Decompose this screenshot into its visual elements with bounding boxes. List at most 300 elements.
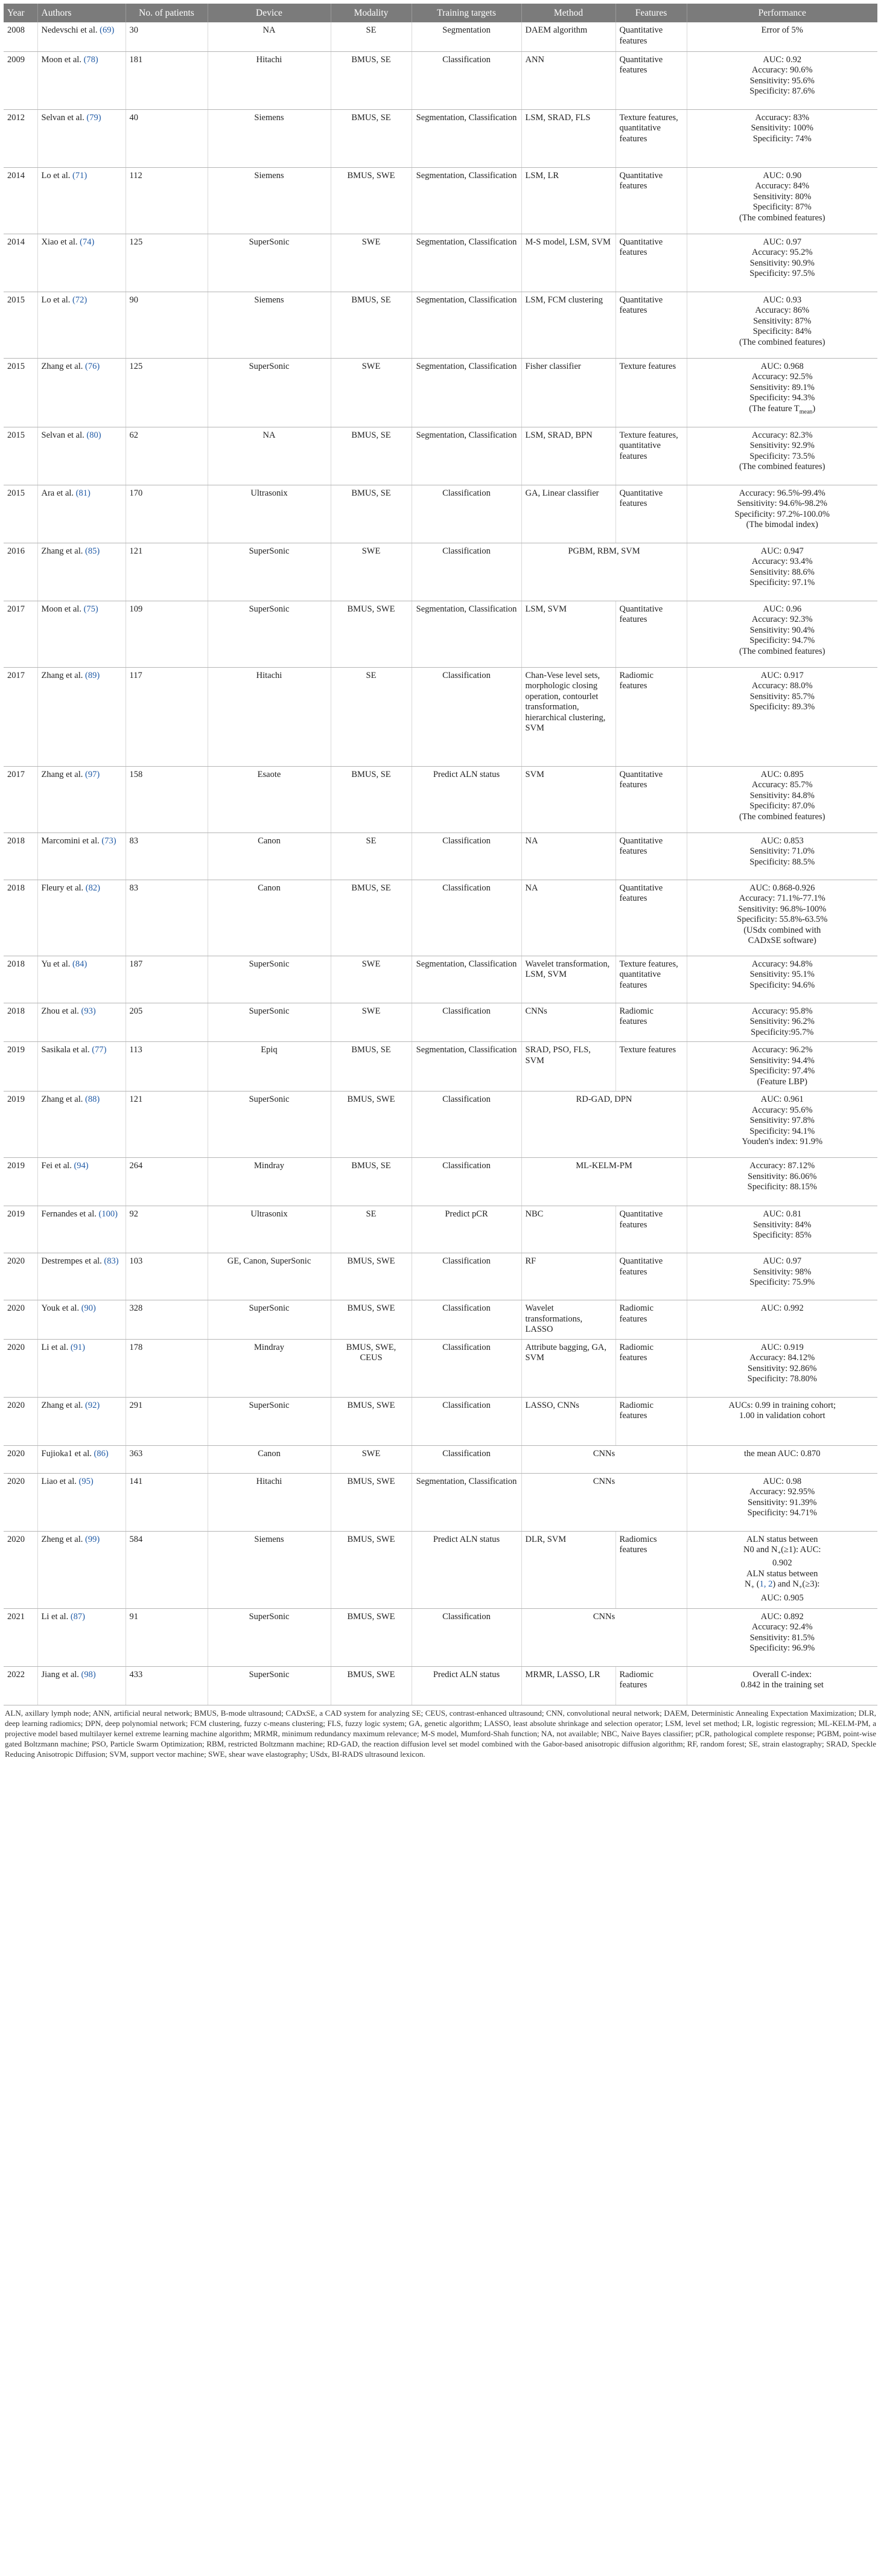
reference-link[interactable]: (87): [70, 1611, 85, 1622]
performance-line: Sensitivity: 97.8%: [749, 1116, 815, 1125]
cell-patients: 40: [126, 109, 208, 167]
cell-modality: SWE: [331, 543, 412, 601]
cell-patients: 112: [126, 167, 208, 234]
reference-link[interactable]: (91): [70, 1342, 85, 1352]
cell-authors: [37, 1091, 126, 1158]
performance-line: Specificity: 88.5%: [749, 857, 815, 867]
performance-line: Specificity: 78.80%: [747, 1374, 817, 1384]
cell-training-target: Classification: [412, 51, 521, 109]
performance-line: Specificity: 94.1%: [749, 1126, 815, 1136]
performance-line: Sensitivity: 84%: [753, 1219, 812, 1230]
cell-features: Texture features: [615, 358, 687, 427]
table-row: [4, 1339, 877, 1397]
cell-features: Quantitative features: [615, 234, 687, 292]
author-name: Fernandes et al.: [41, 1209, 97, 1219]
performance-line: (The combined features): [739, 213, 825, 223]
performance-line: AUC: 0.992: [760, 1303, 804, 1313]
cell-device: GE, Canon, SuperSonic: [208, 1253, 331, 1300]
cell-method: Attribute bagging, GA, SVM: [521, 1339, 615, 1397]
table-row: [4, 1445, 877, 1473]
cell-authors: [37, 1158, 126, 1206]
performance-line: Accuracy: 94.8%: [751, 959, 813, 969]
cell-features: Quantitative features: [615, 1253, 687, 1300]
performance-line: AUC: 0.853: [760, 836, 804, 846]
cell-performance: [687, 1666, 877, 1705]
cell-device: SuperSonic: [208, 1397, 331, 1445]
reference-link[interactable]: (99): [84, 1534, 100, 1544]
performance-line: Accuracy: 92.4%: [751, 1622, 813, 1632]
performance-line: Specificity:95.7%: [751, 1027, 814, 1037]
header-features: Features: [615, 4, 687, 22]
cell-training-target: Segmentation, Classification: [412, 427, 521, 485]
table-row: [4, 1608, 877, 1666]
header-performance: Performance: [687, 4, 877, 22]
cell-performance: [687, 1042, 877, 1091]
author-name: Zhang et al.: [41, 670, 83, 680]
performance-line: Accuracy: 95.8%: [751, 1006, 813, 1016]
cell-features: Texture features, quantitative features: [615, 109, 687, 167]
cell-modality: BMUS, SWE: [331, 1608, 412, 1666]
cell-year: 2019: [4, 1206, 37, 1253]
performance-line: Specificity: 94.6%: [749, 980, 815, 990]
performance-line: Sensitivity: 71.0%: [749, 846, 815, 856]
performance-line: Specificity: 84%: [752, 327, 812, 336]
reference-link[interactable]: (94): [74, 1161, 89, 1171]
cell-training-target: Classification: [412, 880, 521, 956]
cell-training-target: Predict ALN status: [412, 1531, 521, 1608]
reference-link[interactable]: (100): [98, 1209, 118, 1219]
cell-year: 2015: [4, 358, 37, 427]
performance-line: Accuracy: 84%: [755, 181, 810, 191]
cell-authors: [37, 1206, 126, 1253]
reference-link[interactable]: (77): [92, 1045, 107, 1055]
performance-line: (USdx combined with: [743, 925, 821, 935]
cell-authors: [37, 1608, 126, 1666]
cell-performance: [687, 1206, 877, 1253]
author-name: Ara et al.: [41, 488, 74, 498]
cell-device: Canon: [208, 1445, 331, 1473]
table-row: [4, 833, 877, 880]
author-name: Zhang et al.: [41, 546, 83, 556]
cell-patients: 170: [126, 485, 208, 543]
author-name: Moon et al.: [41, 54, 81, 65]
cell-training-target: Classification: [412, 1339, 521, 1397]
cell-year: 2015: [4, 485, 37, 543]
author-name: Marcomini et al.: [41, 836, 100, 846]
table-header: [4, 4, 877, 22]
cell-authors: [37, 167, 126, 234]
cell-modality: BMUS, SE: [331, 766, 412, 833]
cell-authors: [37, 1473, 126, 1531]
performance-line: Specificity: 97.1%: [749, 578, 815, 587]
author-name: Zhang et al.: [41, 1400, 83, 1410]
cell-performance: [687, 109, 877, 167]
reference-link[interactable]: (80): [86, 430, 101, 440]
performance-line: Accuracy: 95.6%: [751, 1105, 813, 1115]
cell-year: 2020: [4, 1445, 37, 1473]
cell-performance: [687, 234, 877, 292]
reference-link[interactable]: (69): [100, 25, 115, 35]
cell-device: Ultrasonix: [208, 1206, 331, 1253]
cell-patients: 125: [126, 234, 208, 292]
cell-device: SuperSonic: [208, 543, 331, 601]
performance-line: (The feature $T_{mean}$): [749, 403, 816, 415]
performance-line: AUC: 0.90: [763, 170, 802, 181]
reference-link[interactable]: (78): [83, 54, 98, 65]
cell-performance: [687, 1339, 877, 1397]
cell-authors: [37, 109, 126, 167]
cell-method: NA: [521, 833, 615, 880]
cell-method: GA, Linear classifier: [521, 485, 615, 543]
cell-training-target: Predict ALN status: [412, 1666, 521, 1705]
performance-line: Specificity: 89.3%: [749, 702, 815, 712]
performance-line: AUC: 0.868-0.926: [749, 883, 815, 893]
cell-performance: [687, 766, 877, 833]
cell-device: Siemens: [208, 292, 331, 358]
cell-patients: 92: [126, 1206, 208, 1253]
cell-performance: [687, 22, 877, 51]
performance-line: Sensitivity: 88.6%: [749, 567, 815, 577]
cell-training-target: Segmentation, Classification: [412, 1042, 521, 1091]
cell-performance: [687, 485, 877, 543]
header-patients: No. of patients: [126, 4, 208, 22]
cell-patients: 90: [126, 292, 208, 358]
cell-year: 2008: [4, 22, 37, 51]
reference-link[interactable]: (84): [72, 959, 87, 969]
table-body: [4, 22, 877, 1705]
cell-training-target: Classification: [412, 1003, 521, 1042]
cell-modality: BMUS, SE: [331, 485, 412, 543]
header-method: Method: [521, 4, 615, 22]
table-row: [4, 1666, 877, 1705]
cell-year: 2020: [4, 1253, 37, 1300]
cell-year: 2020: [4, 1531, 37, 1608]
cell-authors: [37, 292, 126, 358]
performance-line: CADxSE software): [748, 936, 816, 945]
cell-year: 2019: [4, 1042, 37, 1091]
cell-device: Hitachi: [208, 1473, 331, 1531]
performance-line: Sensitivity: 87%: [753, 316, 812, 326]
performance-line: Sensitivity: 96.2%: [749, 1017, 815, 1026]
author-name: Fleury et al.: [41, 883, 84, 893]
cell-features: Quantitative features: [615, 1206, 687, 1253]
cell-authors: [37, 956, 126, 1003]
author-name: Selvan et al.: [41, 430, 84, 440]
cell-authors: [37, 880, 126, 956]
cell-training-target: Classification: [412, 1608, 521, 1666]
table-row: [4, 956, 877, 1003]
performance-line: 0.902: [772, 1558, 792, 1568]
author-name: Nedevschi et al.: [41, 25, 98, 35]
cell-authors: [37, 1666, 126, 1705]
author-name: Sasikala et al.: [41, 1045, 90, 1055]
table-row: [4, 51, 877, 109]
cell-patients: 62: [126, 427, 208, 485]
cell-modality: BMUS, SE: [331, 427, 412, 485]
performance-line: Specificity: 88.15%: [747, 1182, 817, 1192]
cell-features: Quantitative features: [615, 766, 687, 833]
cell-method: M-S model, LSM, SVM: [521, 234, 615, 292]
reference-link[interactable]: (95): [78, 1476, 94, 1486]
header-row: [4, 4, 877, 22]
reference-link[interactable]: (73): [101, 836, 116, 846]
cell-method: NBC: [521, 1206, 615, 1253]
reference-link[interactable]: (79): [86, 112, 101, 123]
reference-link[interactable]: (97): [84, 769, 100, 779]
cell-patients: 113: [126, 1042, 208, 1091]
performance-line: Specificity: 87.0%: [749, 801, 815, 811]
cell-training-target: Classification: [412, 485, 521, 543]
performance-line: AUC: 0.97: [763, 1256, 802, 1266]
reference-link[interactable]: (74): [80, 237, 95, 247]
cell-method: SRAD, PSO, FLS, SVM: [521, 1042, 615, 1091]
performance-line: 1.00 in validation cohort: [739, 1411, 825, 1421]
cell-authors: [37, 1253, 126, 1300]
cell-year: 2022: [4, 1666, 37, 1705]
performance-line: Youden's index: 91.9%: [742, 1137, 823, 1146]
performance-line: Specificity: 87%: [752, 202, 812, 212]
performance-line: AUC: 0.947: [760, 546, 804, 556]
cell-authors: [37, 51, 126, 109]
header-modality: Modality: [331, 4, 412, 22]
cell-patients: 158: [126, 766, 208, 833]
cell-performance: [687, 167, 877, 234]
performance-line: Specificity: 97.2%-100.0%: [734, 509, 830, 519]
cell-performance: [687, 1608, 877, 1666]
table-row: [4, 766, 877, 833]
author-name: Zhang et al.: [41, 1095, 83, 1104]
reference-link[interactable]: (76): [84, 361, 100, 371]
cell-method: Wavelet transformations, LASSO: [521, 1300, 615, 1340]
performance-line: Sensitivity: 84.8%: [749, 790, 815, 801]
table-row: [4, 22, 877, 51]
cell-performance: [687, 1473, 877, 1531]
reference-link[interactable]: (86): [94, 1448, 109, 1459]
cell-training-target: Segmentation, Classification: [412, 358, 521, 427]
cell-authors: [37, 1531, 126, 1608]
table-row: [4, 1531, 877, 1608]
reference-link[interactable]: (93): [81, 1006, 96, 1016]
cell-features: Quantitative features: [615, 51, 687, 109]
cell-modality: BMUS, SWE: [331, 601, 412, 667]
performance-line: AUC: 0.96: [763, 604, 802, 614]
table-row: [4, 358, 877, 427]
performance-line: (The combined features): [739, 337, 825, 347]
performance-line: Specificity: 97.5%: [749, 269, 815, 278]
table-row: [4, 1158, 877, 1206]
author-name: Fujioka1 et al.: [41, 1448, 92, 1459]
reference-link[interactable]: (89): [84, 670, 100, 680]
cell-features: Radiomic features: [615, 1300, 687, 1340]
cell-year: 2018: [4, 1003, 37, 1042]
cell-authors: [37, 1339, 126, 1397]
cell-device: Siemens: [208, 1531, 331, 1608]
cell-training-target: Segmentation, Classification: [412, 167, 521, 234]
cell-method: ML-KELM-PM: [521, 1158, 687, 1206]
cell-patients: 433: [126, 1666, 208, 1705]
cell-method: RD-GAD, DPN: [521, 1091, 687, 1158]
cell-performance: [687, 667, 877, 766]
cell-authors: [37, 234, 126, 292]
cell-year: 2020: [4, 1473, 37, 1531]
table-row: [4, 880, 877, 956]
cell-authors: [37, 427, 126, 485]
performance-line: Sensitivity: 91.39%: [748, 1497, 817, 1507]
cell-modality: SWE: [331, 234, 412, 292]
reference-link[interactable]: (88): [84, 1095, 100, 1104]
cell-patients: 30: [126, 22, 208, 51]
reference-link[interactable]: (81): [75, 488, 91, 498]
cell-method: SVM: [521, 766, 615, 833]
performance-line: AUC: 0.895: [760, 769, 804, 779]
performance-line: AUC: 0.97: [763, 237, 802, 247]
cell-authors: [37, 1003, 126, 1042]
author-name: Moon et al.: [41, 604, 81, 614]
performance-line: Sensitivity: 81.5%: [749, 1632, 815, 1643]
author-name: Selvan et al.: [41, 112, 84, 123]
reference-link[interactable]: (92): [84, 1400, 100, 1410]
cell-modality: BMUS, SWE: [331, 1253, 412, 1300]
cell-method: DLR, SVM: [521, 1531, 615, 1608]
cell-authors: [37, 1300, 126, 1340]
author-name: Yu et al.: [41, 959, 71, 969]
table-row: [4, 109, 877, 167]
performance-line: Specificity: 97.4%: [749, 1066, 815, 1076]
performance-line: (The combined features): [739, 462, 825, 471]
cell-modality: SWE: [331, 956, 412, 1003]
reference-link[interactable]: (72): [72, 295, 87, 305]
cell-method: CNNs: [521, 1003, 615, 1042]
cell-year: 2020: [4, 1397, 37, 1445]
cell-authors: [37, 1445, 126, 1473]
cell-training-target: Classification: [412, 667, 521, 766]
cell-performance: [687, 1091, 877, 1158]
table-row: [4, 1397, 877, 1445]
reference-link[interactable]: (75): [83, 604, 98, 614]
cell-method: ANN: [521, 51, 615, 109]
cell-modality: BMUS, SWE: [331, 1397, 412, 1445]
cell-patients: 291: [126, 1397, 208, 1445]
cell-patients: 264: [126, 1158, 208, 1206]
cell-training-target: Segmentation, Classification: [412, 1473, 521, 1531]
table-row: [4, 1473, 877, 1531]
cell-year: 2016: [4, 543, 37, 601]
cell-year: 2014: [4, 167, 37, 234]
performance-line: AUC: 0.892: [760, 1611, 804, 1622]
performance-line: Error of 5%: [761, 25, 803, 35]
performance-line: AUC: 0.917: [760, 670, 804, 680]
cell-modality: BMUS, SE: [331, 1158, 412, 1206]
performance-line: (The combined features): [739, 646, 825, 656]
table-row: [4, 1003, 877, 1042]
performance-line: Sensitivity: 89.1%: [749, 382, 815, 392]
cell-training-target: Classification: [412, 1300, 521, 1340]
cell-training-target: Segmentation, Classification: [412, 292, 521, 358]
performance-line: Accuracy: 92.5%: [751, 372, 813, 382]
cell-device: Siemens: [208, 167, 331, 234]
cell-features: Quantitative features: [615, 292, 687, 358]
cell-features: Radiomic features: [615, 1666, 687, 1705]
cell-method: MRMR, LASSO, LR: [521, 1666, 615, 1705]
reference-link[interactable]: (83): [104, 1256, 119, 1266]
cell-device: SuperSonic: [208, 1003, 331, 1042]
cell-features: Texture features, quantitative features: [615, 956, 687, 1003]
cell-device: Esaote: [208, 766, 331, 833]
cell-training-target: Classification: [412, 1397, 521, 1445]
reference-link[interactable]: (90): [81, 1303, 96, 1313]
cell-device: Epiq: [208, 1042, 331, 1091]
performance-line: the mean AUC: 0.870: [744, 1448, 821, 1459]
cell-year: 2018: [4, 833, 37, 880]
performance-line: Sensitivity: 100%: [751, 123, 814, 133]
performance-line: AUC: 0.968: [760, 361, 804, 371]
cell-modality: SE: [331, 1206, 412, 1253]
cell-method: Fisher classifier: [521, 358, 615, 427]
cell-method: LASSO, CNNs: [521, 1397, 615, 1445]
performance-line: ALN status between: [746, 1534, 818, 1544]
cell-authors: [37, 601, 126, 667]
cell-training-target: Classification: [412, 1253, 521, 1300]
cell-method: PGBM, RBM, SVM: [521, 543, 687, 601]
performance-line: Accuracy: 96.2%: [751, 1045, 813, 1055]
cell-device: Ultrasonix: [208, 485, 331, 543]
cell-patients: 121: [126, 1091, 208, 1158]
cell-year: 2020: [4, 1339, 37, 1397]
cell-year: 2015: [4, 292, 37, 358]
reference-link[interactable]: (71): [72, 170, 87, 181]
performance-line: AUC: 0.98: [763, 1476, 802, 1486]
performance-line: Accuracy: 82.3%: [751, 430, 813, 440]
cell-method: CNNs: [521, 1473, 687, 1531]
cell-patients: 584: [126, 1531, 208, 1608]
cell-patients: 103: [126, 1253, 208, 1300]
performance-line: Accuracy: 83%: [755, 112, 810, 123]
author-name: Destrempes et al.: [41, 1256, 102, 1266]
performance-line: Sensitivity: 92.86%: [748, 1363, 817, 1373]
performance-line: AUC: 0.961: [760, 1095, 804, 1104]
reference-link[interactable]: (85): [84, 546, 100, 556]
cell-training-target: Segmentation, Classification: [412, 234, 521, 292]
cell-method: Chan-Vese level sets, morphologic closing operation, contourlet transformation, hierarchical clustering, SVM: [521, 667, 615, 766]
performance-line: Sensitivity: 95.1%: [749, 970, 815, 979]
cell-patients: 178: [126, 1339, 208, 1397]
cell-modality: BMUS, SE: [331, 109, 412, 167]
cell-training-target: Classification: [412, 1158, 521, 1206]
table-row: [4, 1042, 877, 1091]
cell-modality: BMUS, SWE: [331, 1531, 412, 1608]
cell-modality: BMUS, SWE: [331, 1091, 412, 1158]
cell-features: Quantitative features: [615, 485, 687, 543]
performance-line: Accuracy: 96.5%-99.4%: [739, 488, 825, 498]
performance-line: Specificity: 74%: [752, 133, 812, 144]
performance-line: Specificity: 55.8%-63.5%: [737, 915, 828, 924]
cell-device: Hitachi: [208, 51, 331, 109]
performance-line: Sensitivity: 90.9%: [749, 258, 815, 268]
reference-link[interactable]: (82): [85, 883, 100, 893]
cell-device: Siemens: [208, 109, 331, 167]
table-row: [4, 485, 877, 543]
header-year: Year: [4, 4, 37, 22]
author-name: Fei et al.: [41, 1161, 72, 1171]
performance-line: ALN status between: [746, 1568, 818, 1579]
performance-line: Sensitivity: 94.6%-98.2%: [737, 499, 827, 508]
cell-year: 2017: [4, 766, 37, 833]
performance-line: AUC: 0.905: [760, 1593, 804, 1603]
cell-performance: [687, 601, 877, 667]
table-row: [4, 1253, 877, 1300]
reference-link[interactable]: (98): [81, 1669, 96, 1680]
cell-performance: [687, 1531, 877, 1608]
